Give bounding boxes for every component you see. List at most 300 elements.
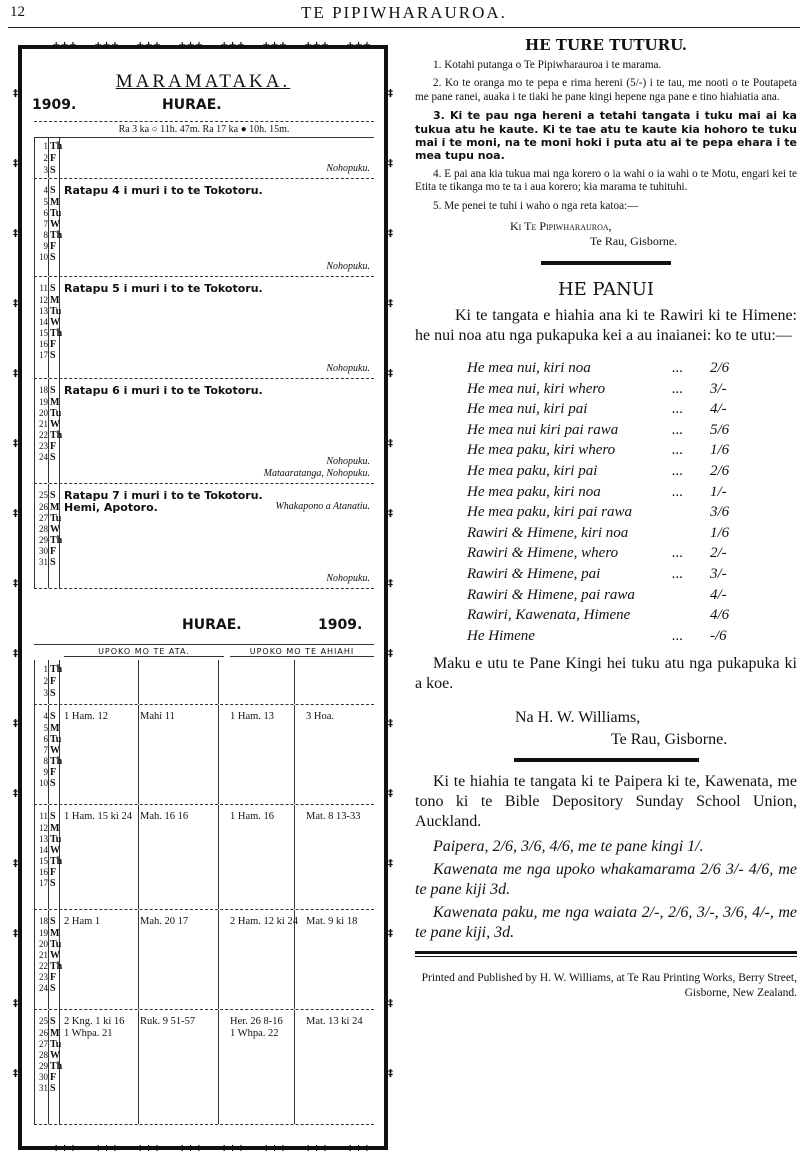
day-number: 2 [43, 153, 48, 163]
day-number: 24 [39, 983, 48, 993]
column-divider [48, 277, 49, 378]
lessons-month: HURAE. [182, 617, 242, 633]
rule-4: 4. E pai ana kia tukua mai nga korero o ia wahi o ia wahi o te Motu, engari kei te Etita te tikanga mo te ta i aua korero; kia marama te tuhituhi. [415, 167, 797, 194]
leader-dots [672, 585, 710, 606]
border-ornament: +++ [52, 1143, 78, 1154]
border-ornament: +++ [52, 40, 78, 51]
lessons-header [34, 644, 374, 658]
item-price: 5/6 [710, 421, 730, 438]
day-number: 27 [39, 513, 48, 523]
day-letter: S [50, 252, 56, 263]
border-ornament: ‡ [13, 998, 18, 1009]
day-letter: W [50, 950, 60, 961]
day-letter: S [50, 1083, 56, 1094]
price-row [415, 461, 797, 482]
day-letter: S [50, 385, 56, 396]
border-ornament: +++ [220, 40, 246, 51]
day-number: 1 [43, 664, 48, 674]
day-number: 24 [39, 452, 48, 462]
item-name: Rawiri, Kawenata, Himene [467, 607, 631, 624]
day-number: 21 [39, 950, 48, 960]
day-column [34, 910, 63, 1009]
day-number: 15 [39, 328, 48, 338]
column-divider [48, 179, 49, 276]
border-ornament: ‡ [13, 508, 18, 519]
day-number: 5 [43, 197, 48, 207]
day-number: 30 [39, 1072, 48, 1082]
border-ornament: ‡ [13, 858, 18, 869]
day-letter: Tu [50, 939, 62, 950]
day-column [34, 484, 63, 588]
border-ornament: +++ [304, 40, 330, 51]
day-number: 29 [39, 1061, 48, 1071]
day-number: 4 [43, 185, 48, 195]
day-column [34, 705, 63, 804]
leader-dots: ... [672, 627, 684, 644]
rule-1: 1. Kotahi putanga o Te Pipiwharauroa i te marama. [433, 59, 662, 71]
item-price: 3/- [710, 566, 727, 582]
item-price: 4/- [710, 401, 727, 418]
item-name: He mea paku, kiri pai [467, 463, 598, 480]
lessons-grid [34, 660, 374, 1125]
item-price: 2/6 [710, 463, 730, 480]
day-letter: Th [50, 1061, 63, 1072]
column-divider [48, 484, 49, 588]
day-number: 17 [39, 878, 48, 888]
border-ornament: +++ [178, 1143, 204, 1154]
day-number: 13 [39, 306, 48, 316]
day-letter: W [50, 419, 60, 430]
sunday-title: Ratapu 6 i muri i to te Tokotoru. [64, 384, 263, 397]
day-letter: S [50, 283, 56, 294]
bible-price-3: Kawenata paku, me nga waiata 2/-, 2/6, 3/-, 3/6, 4/-, me te pane kiji, 3d. [415, 904, 797, 942]
rules-title: HE TURE TUTURU. [524, 36, 688, 54]
rule-2: 2. Ko te oranga mo te pepa e rima hereni (5/-) i te tau, me nooti o te Poutapeta me pane ranei, auaka i te tiaki he pane kingi hepene nga pane e tino hiahiatia ana. [415, 77, 797, 103]
leader-dots: ... [672, 360, 684, 377]
day-letter: S [50, 452, 56, 463]
day-number: 25 [39, 490, 48, 500]
day-letter: S [50, 778, 56, 789]
sunday-title: Ratapu 7 i muri i to te Tokotoru. [64, 489, 263, 502]
day-number: 14 [39, 317, 48, 327]
item-name: He mea nui, kiri pai [467, 401, 588, 418]
border-ornament: ‡ [13, 578, 18, 589]
border-ornament: ‡ [13, 648, 18, 659]
day-number: 15 [39, 856, 48, 866]
price-row [415, 420, 797, 441]
lesson-reading: Mah. 16 16 [140, 811, 189, 822]
item-name: He mea paku, kiri whero [467, 442, 616, 459]
section-rule [514, 758, 699, 762]
leader-dots: ... [672, 545, 684, 562]
calendar-title: MARAMATAKA. [115, 71, 291, 92]
day-number: 28 [39, 524, 48, 534]
price-row [415, 626, 797, 647]
border-ornament: ‡ [388, 648, 393, 659]
address-line-1: Ki Te Pipiwharauroa, [510, 219, 612, 234]
day-number: 7 [43, 745, 48, 755]
day-letter: S [50, 711, 56, 722]
day-number: 23 [39, 441, 48, 451]
evening-header: UPOKO MO TE AHIAHI [230, 647, 374, 657]
fast-note: Mataaratanga, Nohopuku. [263, 468, 370, 479]
price-row [415, 399, 797, 420]
item-name: He mea paku, kiri pai rawa [467, 504, 632, 521]
day-number: 13 [39, 834, 48, 844]
day-number: 8 [43, 230, 48, 240]
day-number: 3 [43, 688, 48, 698]
column-line [138, 910, 139, 1009]
lesson-reading: Mah. 20 17 [140, 916, 189, 927]
day-letter: S [50, 557, 56, 568]
day-number: 9 [43, 767, 48, 777]
lesson-reading: 1 Ham. 12 [64, 711, 109, 722]
border-ornament: +++ [136, 40, 162, 51]
border-ornament: ‡ [388, 368, 393, 379]
leader-dots: ... [672, 401, 684, 418]
column-line [294, 805, 295, 909]
imprint: Printed and Published by H. W. Williams, at Te Rau Printing Works, Berry Street, Gisborne, New Zealand. [421, 972, 797, 1000]
price-row [415, 605, 797, 626]
item-name: He mea nui, kiri whero [467, 380, 606, 397]
calendar-year: 1909. [32, 97, 77, 113]
leader-dots: ... [672, 463, 684, 480]
lesson-reading: Mat. 9 ki 18 [306, 916, 358, 927]
day-letter: Th [50, 535, 63, 546]
day-letter: Tu [50, 513, 62, 524]
item-price: 4/6 [710, 607, 730, 624]
day-letter: S [50, 688, 56, 699]
border-ornament: +++ [262, 1143, 288, 1154]
border-ornament: ‡ [388, 508, 393, 519]
border-ornament: ‡ [13, 228, 18, 239]
signed-place: Te Rau, Gisborne. [611, 731, 728, 749]
column-line [138, 805, 139, 909]
border-ornament: +++ [94, 40, 120, 51]
address-line-2: Te Rau, Gisborne. [590, 234, 678, 249]
day-number: 10 [39, 252, 48, 262]
column-divider [48, 910, 49, 1009]
week-block [34, 1010, 374, 1125]
day-number: 7 [43, 219, 48, 229]
saint-day: Hemi, Apotoro. [64, 501, 158, 514]
day-letter: W [50, 219, 60, 230]
item-name: Rawiri & Himene, whero [467, 545, 619, 562]
week-block [34, 277, 374, 379]
day-number: 18 [39, 385, 48, 395]
column-line [294, 705, 295, 804]
column-divider [48, 705, 49, 804]
border-ornament: ‡ [388, 88, 393, 99]
lesson-reading: Ruk. 9 51-57 [140, 1016, 196, 1027]
fast-note: Nohopuku. [326, 163, 370, 174]
lesson-reading: Her. 26 8-16 1 Whpa. 22 [230, 1016, 283, 1039]
day-letter: Tu [50, 1039, 62, 1050]
border-ornament: ‡ [13, 158, 18, 169]
day-number: 21 [39, 419, 48, 429]
border-ornament: ‡ [13, 368, 18, 379]
day-column [34, 1010, 63, 1124]
day-number: 1 [43, 141, 48, 151]
lesson-reading: 1 Ham. 15 ki 24 [64, 811, 132, 822]
item-price: -/6 [710, 627, 727, 644]
running-head: TE PIPIWHARAUROA. [301, 3, 507, 22]
day-number: 30 [39, 546, 48, 556]
leader-dots: ... [672, 442, 684, 459]
border-ornament: ‡ [388, 578, 393, 589]
item-price: 2/6 [710, 360, 730, 377]
column-divider [48, 379, 49, 483]
day-letter: Tu [50, 734, 62, 745]
postage-note: Maku e utu te Pane Kingi hei tuku atu nga pukapuka ki a koe. [415, 655, 797, 693]
day-letter: F [50, 339, 57, 350]
day-letter: S [50, 185, 56, 196]
price-row [415, 379, 797, 400]
day-letter: Th [50, 328, 63, 339]
day-letter: F [50, 441, 57, 452]
day-letter: Tu [50, 208, 62, 219]
border-ornament: +++ [178, 40, 204, 51]
price-row [415, 440, 797, 461]
calendar-box [13, 40, 393, 1154]
leader-dots [672, 605, 710, 626]
day-number: 9 [43, 241, 48, 251]
border-ornament: ‡ [388, 788, 393, 799]
day-number: 16 [39, 339, 48, 349]
day-column [34, 660, 63, 704]
day-letter: M [50, 397, 60, 408]
price-row [415, 585, 797, 606]
day-letter: F [50, 767, 57, 778]
week-block [34, 179, 374, 277]
day-letter: S [50, 916, 56, 927]
moon-phases: Ra 3 ka ○ 11h. 47m. Ra 17 ka ● 10h. 15m. [34, 121, 374, 138]
day-letter: Th [50, 230, 63, 241]
day-letter: Tu [50, 834, 62, 845]
day-number: 31 [39, 1083, 48, 1093]
day-column [34, 137, 63, 178]
day-number: 11 [39, 811, 48, 821]
day-number: 2 [43, 676, 48, 686]
day-letter: Tu [50, 408, 62, 419]
day-letter: F [50, 546, 57, 557]
week-block [34, 910, 374, 1010]
column-divider [48, 1010, 49, 1124]
day-number: 19 [39, 928, 48, 938]
day-letter: M [50, 1028, 60, 1039]
day-number: 12 [39, 823, 48, 833]
lesson-reading: Mat. 8 13-33 [306, 811, 361, 822]
header-rule [8, 27, 800, 28]
day-number: 20 [39, 939, 48, 949]
item-name: He mea nui, kiri noa [467, 360, 591, 377]
fast-note: Nohopuku. [326, 456, 370, 467]
day-letter: W [50, 317, 60, 328]
panui-intro: Ki te tangata e hiahia ana ki te Rawiri ki te Himene: he nui noa atu nga pukapuka kei a au inaianei: ko te utu:— [415, 307, 797, 345]
day-number: 16 [39, 867, 48, 877]
column-line [218, 660, 219, 704]
day-letter: F [50, 867, 57, 878]
signed-name: Na H. W. Williams, [515, 709, 641, 727]
item-price: 4/- [710, 586, 727, 603]
item-price: 3/- [710, 380, 727, 397]
border-ornament: ‡ [388, 718, 393, 729]
item-name: Rawiri & Himene, kiri noa [467, 524, 629, 541]
border-ornament: ‡ [388, 228, 393, 239]
leader-dots [672, 502, 710, 523]
item-name: He mea nui kiri pai rawa [467, 421, 619, 438]
column-line [218, 910, 219, 1009]
lesson-reading: Mahi 11 [140, 711, 175, 722]
week-block [34, 137, 374, 179]
item-price: 1/6 [710, 524, 730, 541]
calendar-grid [34, 137, 374, 589]
column-line [294, 660, 295, 704]
day-number: 12 [39, 295, 48, 305]
fast-note: Nohopuku. [326, 261, 370, 272]
column-line [218, 805, 219, 909]
day-letter: Th [50, 141, 63, 152]
border-ornament: ‡ [388, 998, 393, 1009]
morning-header: UPOKO MO TE ATA. [64, 647, 224, 657]
day-number: 5 [43, 723, 48, 733]
leader-dots: ... [672, 380, 684, 397]
day-letter: M [50, 295, 60, 306]
day-letter: W [50, 845, 60, 856]
column-line [138, 1010, 139, 1124]
day-number: 23 [39, 972, 48, 982]
day-column [34, 379, 63, 483]
item-name: Rawiri & Himene, pai [467, 566, 601, 582]
item-price: 3/6 [710, 504, 730, 521]
border-ornament: +++ [94, 1143, 120, 1154]
leader-dots: ... [672, 566, 684, 582]
price-row [415, 502, 797, 523]
border-ornament: ‡ [13, 438, 18, 449]
border-ornament: +++ [136, 1143, 162, 1154]
day-letter: M [50, 723, 60, 734]
day-letter: W [50, 1050, 60, 1061]
feast-note: Whakapono a Atanatiu. [275, 501, 370, 512]
column-divider [48, 137, 49, 178]
day-number: 29 [39, 535, 48, 545]
lessons-year: 1909. [318, 617, 363, 633]
day-number: 26 [39, 502, 48, 512]
bible-intro: Ki te hiahia te tangata ki te Paipera ki te, Kawenata, me tono ki te Bible Depository Sunday School Union, Auckland. [415, 773, 797, 831]
fast-note: Nohopuku. [326, 573, 370, 584]
day-column [34, 179, 63, 276]
day-column [34, 277, 63, 378]
rule-5: 5. Me penei te tuhi i waho o nga reta katoa:— [433, 199, 639, 212]
day-number: 27 [39, 1039, 48, 1049]
day-letter: Th [50, 856, 63, 867]
price-row [415, 564, 797, 585]
border-ornament: ‡ [13, 788, 18, 799]
day-letter: F [50, 1072, 57, 1083]
leader-dots [672, 523, 710, 544]
item-price: 1/6 [710, 442, 730, 459]
item-price: 2/- [710, 545, 727, 562]
sunday-title: Ratapu 4 i muri i to te Tokotoru. [64, 184, 263, 197]
day-letter: W [50, 524, 60, 535]
border-ornament: ‡ [13, 1068, 18, 1079]
week-block [34, 379, 374, 484]
day-number: 14 [39, 845, 48, 855]
day-number: 31 [39, 557, 48, 567]
leader-dots: ... [672, 421, 684, 438]
column-divider [48, 660, 49, 704]
column-line [138, 705, 139, 804]
day-letter: M [50, 502, 60, 513]
day-number: 28 [39, 1050, 48, 1060]
price-list [415, 358, 797, 646]
lesson-reading: 2 Kng. 1 ki 16 1 Whpa. 21 [64, 1016, 125, 1039]
day-letter: Tu [50, 306, 62, 317]
day-letter: M [50, 197, 60, 208]
day-number: 3 [43, 165, 48, 175]
week-block [34, 705, 374, 805]
border-ornament: +++ [346, 1143, 372, 1154]
day-number: 8 [43, 756, 48, 766]
week-block [34, 660, 374, 705]
week-block [34, 805, 374, 910]
column-line [138, 660, 139, 704]
price-row [415, 523, 797, 544]
day-letter: S [50, 165, 56, 176]
day-number: 11 [39, 283, 48, 293]
item-name: He Himene [467, 627, 535, 644]
lesson-reading: 1 Ham. 16 [230, 811, 275, 822]
border-ornament: ‡ [388, 438, 393, 449]
border-ornament: ‡ [388, 1068, 393, 1079]
item-name: Rawiri & Himene, pai rawa [467, 586, 635, 603]
day-letter: F [50, 153, 57, 164]
column-line [218, 1010, 219, 1124]
right-column [415, 36, 797, 1001]
column-line [294, 1010, 295, 1124]
lesson-reading: 2 Ham 1 [64, 916, 101, 927]
day-letter: Th [50, 664, 63, 675]
day-number: 6 [43, 734, 48, 744]
day-letter: Th [50, 756, 63, 767]
item-name: He mea paku, kiri noa [467, 483, 601, 500]
column-divider [48, 805, 49, 909]
day-number: 6 [43, 208, 48, 218]
calendar-month: HURAE. [162, 97, 222, 113]
day-letter: S [50, 878, 56, 889]
day-number: 25 [39, 1016, 48, 1026]
price-row [415, 543, 797, 564]
day-number: 19 [39, 397, 48, 407]
day-letter: S [50, 350, 56, 361]
border-ornament: ‡ [13, 718, 18, 729]
border-ornament: ‡ [388, 858, 393, 869]
day-letter: W [50, 745, 60, 756]
day-number: 26 [39, 1028, 48, 1038]
leader-dots: ... [672, 483, 684, 500]
day-letter: S [50, 1016, 56, 1027]
border-ornament: ‡ [13, 928, 18, 939]
lesson-reading: 1 Ham. 13 [230, 711, 275, 722]
rules-section [415, 36, 797, 249]
page-number: 12 [10, 4, 25, 20]
border-ornament: ‡ [388, 928, 393, 939]
border-ornament: ‡ [388, 298, 393, 309]
day-number: 22 [39, 430, 48, 440]
border-ornament: ‡ [13, 298, 18, 309]
day-letter: Th [50, 430, 63, 441]
border-ornament: +++ [346, 40, 372, 51]
